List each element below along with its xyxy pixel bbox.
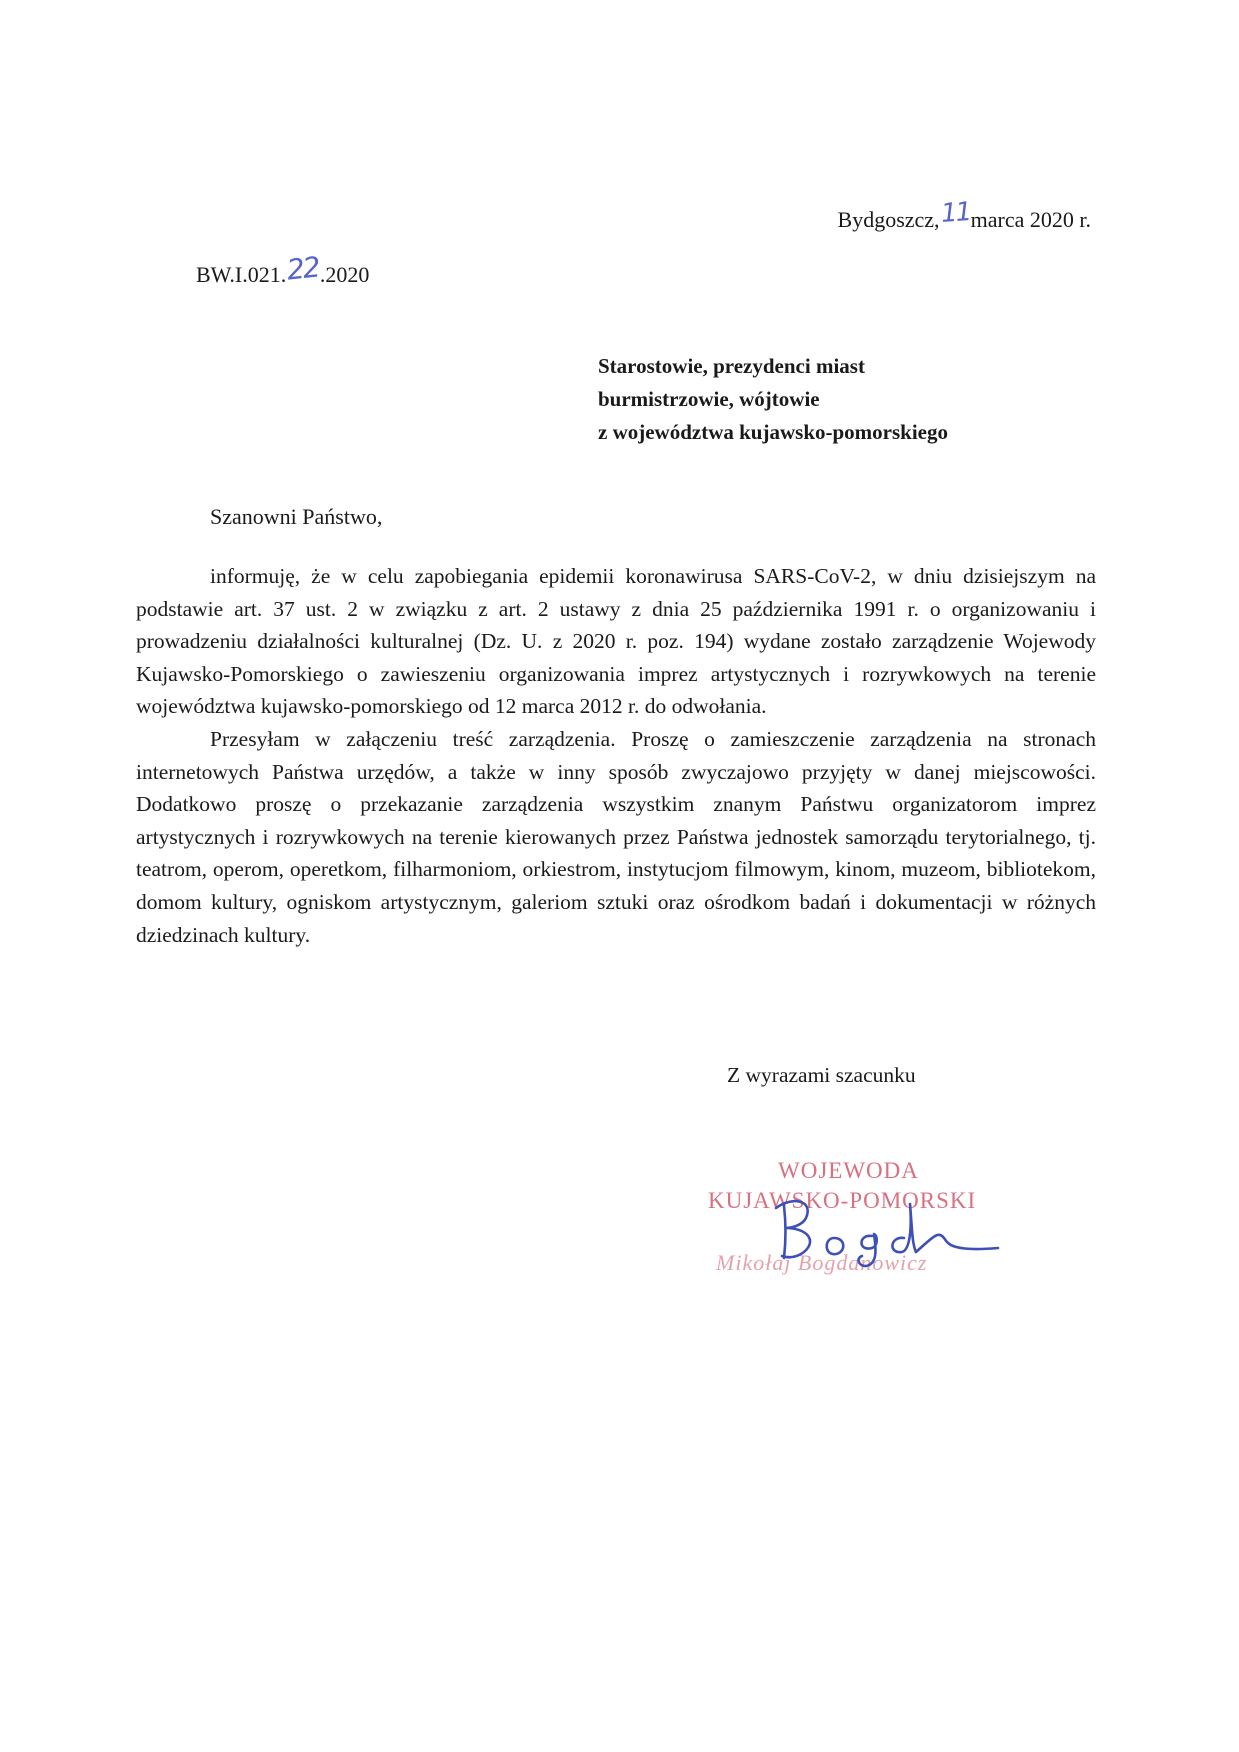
- recipient-line: z województwa kujawsko-pomorskiego: [598, 420, 948, 444]
- date-rest: marca 2020 r.: [970, 207, 1091, 232]
- reference-prefix: BW.I.021.: [196, 262, 287, 287]
- reference-suffix: .2020: [319, 262, 370, 287]
- date-place: Bydgoszcz,: [837, 207, 940, 232]
- recipients-block: [598, 350, 948, 449]
- stamp-name: Mikołaj Bogdanowicz: [716, 1250, 928, 1275]
- greeting: Szanowni Państwo,: [210, 504, 383, 529]
- recipient-line: burmistrzowie, wójtowie: [598, 387, 820, 411]
- paragraph: Przesyłam w załączeniu treść zarządzenia. Proszę o zamieszczenie zarządzenia na stronach internetowych Państwa urzędów, a także w inny sposób zwyczajowo przyjęty w danej miejscowości. Dodatkowo proszę o przekazanie zarządzenia wszystkim znanym Państwu organizatorom imprez artystycznych i rozrywkowych na terenie kierowanych przez Państwa jednostek samorządu terytorialnego, tj. teatrom, operom, operetkom, filharmoniom, orkiestrom, instytucjom filmowym, kinom, muzeom, bibliotekom, domom kultury, ogniskom artystycznym, galeriom sztuki oraz ośrodkom badań i dokumentacji w różnych dziedzinach kultury.: [136, 726, 1096, 947]
- official-stamp: [708, 1158, 1028, 1298]
- reference-number: [196, 250, 370, 290]
- handwritten-day: 11: [939, 197, 971, 229]
- stamp-region: KUJAWSKO-POMORSKI: [708, 1188, 977, 1213]
- stamp-title: WOJEWODA: [778, 1158, 919, 1183]
- handwritten-reference: 22: [285, 250, 321, 287]
- date-line: [837, 197, 1091, 235]
- recipient-line: Starostowie, prezydenci miast: [598, 354, 865, 378]
- handwritten-signature: [762, 1178, 1002, 1268]
- closing: Z wyrazami szacunku: [727, 1063, 916, 1087]
- letter-body: [136, 560, 1096, 951]
- paragraph: informuję, że w celu zapobiegania epidemii koronawirusa SARS-CoV-2, w dniu dzisiejszym na podstawie art. 37 ust. 2 w związku z art. 2 ustawy z dnia 25 października 1991 r. o organizowaniu i prowadzeniu działalności kulturalnej (Dz. U. z 2020 r. poz. 194) wydane zostało zarządzenie Wojewody Kujawsko-Pomorskiego o zawieszeniu organizowania imprez artystycznych i rozrywkowych na terenie województwa kujawsko-pomorskiego od 12 marca 2012 r. do odwołania.: [136, 564, 1096, 719]
